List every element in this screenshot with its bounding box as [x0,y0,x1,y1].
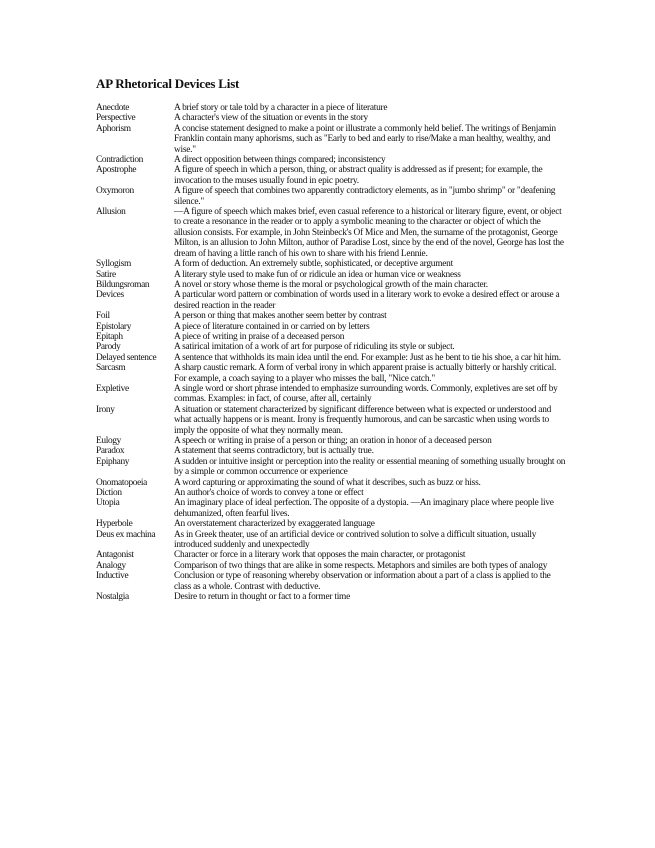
entry-term: Diction [96,488,122,499]
glossary-entry [96,207,566,259]
entry-definition: A form of deduction. An extremely subtle, sophisticated, or deceptive argument [174,259,453,270]
glossary-entry [96,270,566,280]
entry-definition: A sharp caustic remark. A form of verbal irony in which apparent praise is actually bitterly or harshly critical. For example, a coach saying to a player who misses the ball, "Nice catch." [174,363,557,384]
glossary-entry [96,280,566,290]
entry-term: Bildungsroman [96,279,150,290]
glossary-entry [96,124,566,155]
glossary-entry [96,103,566,113]
entry-definition: An imaginary place of ideal perfection. The opposite of a dystopia. —An imaginary place where people live dehumanized, often fearful lives. [174,498,554,519]
entry-definition: A character's view of the situation or events in the story [174,113,368,124]
entry-definition: A figure of speech that combines two apparently contradictory elements, as in "jumbo shrimp" or "deafening silence." [174,186,556,207]
glossary-entry [96,342,566,352]
glossary-entry [96,561,566,571]
glossary-entry [96,363,566,384]
entry-term: Anecdote [96,103,130,113]
entry-term: Hyperbole [96,519,133,530]
entry-term: Satire [96,269,116,280]
entry-term: Deus ex machina [96,529,156,540]
entry-term: Perspective [96,113,136,124]
entry-term: Sarcasm [96,363,126,374]
entry-term: Contradiction [96,155,144,166]
entry-term: Nostalgia [96,592,129,603]
entry-definition: A word capturing or approximating the sound of what it describes, such as buzz or hiss. [174,477,481,488]
entry-term: Epistolary [96,321,132,332]
entry-term: Onomatopoeia [96,477,147,488]
glossary-entry [96,384,566,405]
entry-term: Analogy [96,560,126,571]
entry-term: Parody [96,342,121,353]
glossary-entry [96,478,566,488]
entry-definition: A piece of writing in praise of a deceased person [174,331,345,342]
glossary-entry [96,155,566,165]
entry-term: Epitaph [96,331,123,342]
entry-term: Apostrophe [96,165,137,176]
entry-definition: A situation or statement characterized by significant difference between what is expected or understood and what actually happens or is meant. Irony is frequently humorous, and can be sarcastic when using words to imply the opposite of what they normally mean. [174,404,552,436]
glossary-entry [96,436,566,446]
glossary-entry [96,571,566,592]
entry-term: Delayed sentence [96,352,157,363]
entry-term: Aphorism [96,123,131,134]
glossary-entry [96,519,566,529]
glossary-entry [96,353,566,363]
entry-definition: Comparison of two things that are alike in some respects. Metaphors and similes are both types of analogy [174,560,548,571]
glossary-entry [96,498,566,519]
entry-definition: A speech or writing in praise of a person or thing; an oration in honor of a deceased person [174,436,492,446]
entry-definition: A satirical imitation of a work of art for purpose of ridiculing its style or subject. [174,342,455,353]
entry-definition: Desire to return in thought or fact to a former time [174,592,351,603]
entry-term: Oxymoron [96,186,134,197]
entry-term: Inductive [96,571,129,582]
glossary-entry [96,259,566,269]
devices-glossary [96,103,566,603]
entry-definition: A sentence that withholds its main idea until the end. For example: Just as he bent to tie his shoe, a car hit him. [174,352,561,363]
entry-definition: A brief story or tale told by a character in a piece of literature [174,103,388,113]
entry-definition: A piece of literature contained in or carried on by letters [174,321,370,332]
glossary-entry [96,446,566,456]
entry-definition: A concise statement designed to make a point or illustrate a commonly held belief. The writings of Benjamin Franklin contain many aphorisms, such as "Early to bed and early to rise/Make a man healthy, wealthy, and wise." [174,123,556,155]
entry-definition: A direct opposition between things compared; inconsistency [174,155,386,166]
glossary-entry [96,311,566,321]
entry-definition: As in Greek theater, use of an artificial device or contrived solution to solve a difficult situation, usually introduced suddenly and unexpectedly [174,529,537,551]
entry-definition: A particular word pattern or combination of words used in a literary work to evoke a desired effect or arouse a desired reaction in the reader [174,290,560,311]
glossary-entry [96,165,566,186]
entry-definition: Character or force in a literary work that opposes the main character, or protagonist [174,550,466,561]
entry-definition: An author's choice of words to convey a tone or effect [174,488,364,499]
glossary-entry [96,457,566,478]
glossary-entry [96,332,566,342]
glossary-entry [96,488,566,498]
glossary-entry [96,405,566,436]
entry-definition: —A figure of speech which makes brief, even casual reference to a historical or literary figure, event, or object to create a resonance in the reader or to apply a symbolic meaning to the character or object of which the allusion consists. For example, in John Steinbeck's Of Mice and Men, the surname of the protagonist, George Milton, is an allusion to John Milton, author of Paradise Lost, since by the end of the novel, George has lost the dream of having a little ranch of his own to share with his friend Lennie. [174,207,564,259]
entry-definition: A novel or story whose theme is the moral or psychological growth of the main character. [174,279,488,290]
entry-definition: A single word or short phrase intended to emphasize surrounding words. Commonly, expletives are set off by commas. Examples: in fact, of course, after all, certainly [174,383,558,405]
glossary-entry [96,290,566,311]
entry-term: Eulogy [96,436,121,446]
glossary-entry [96,550,566,560]
entry-term: Allusion [96,207,126,218]
entry-term: Utopia [96,498,120,509]
glossary-entry [96,113,566,123]
entry-term: Epiphany [96,456,130,467]
entry-term: Syllogism [96,259,131,270]
entry-definition: A sudden or intuitive insight or perception into the reality or essential meaning of something usually brought on by a simple or common occurrence or experience [174,456,566,478]
entry-term: Paradox [96,446,125,457]
document-title: AP Rhetorical Devices List [96,76,240,91]
entry-definition: A literary style used to make fun of or ridicule an idea or human vice or weakness [174,269,461,280]
glossary-entry [96,186,566,207]
entry-definition: Conclusion or type of reasoning whereby observation or information about a part of a class is applied to the class as a whole. Contrast with deductive. [174,571,551,592]
entry-definition: A figure of speech in which a person, thing, or abstract quality is addressed as if present; for example, the invocation to the muses usually found in epic poetry. [174,165,543,186]
entry-definition: An overstatement characterized by exaggerated language [174,519,375,530]
glossary-entry [96,530,566,551]
entry-term: Antagonist [96,550,134,561]
entry-term: Devices [96,290,124,301]
entry-definition: A statement that seems contradictory, but is actually true. [174,446,374,457]
entry-definition: A person or thing that makes another seem better by contrast [174,311,387,322]
entry-term: Foil [96,311,110,322]
glossary-entry [96,592,566,602]
entry-term: Expletive [96,383,129,394]
glossary-entry [96,322,566,332]
entry-term: Irony [96,404,115,415]
